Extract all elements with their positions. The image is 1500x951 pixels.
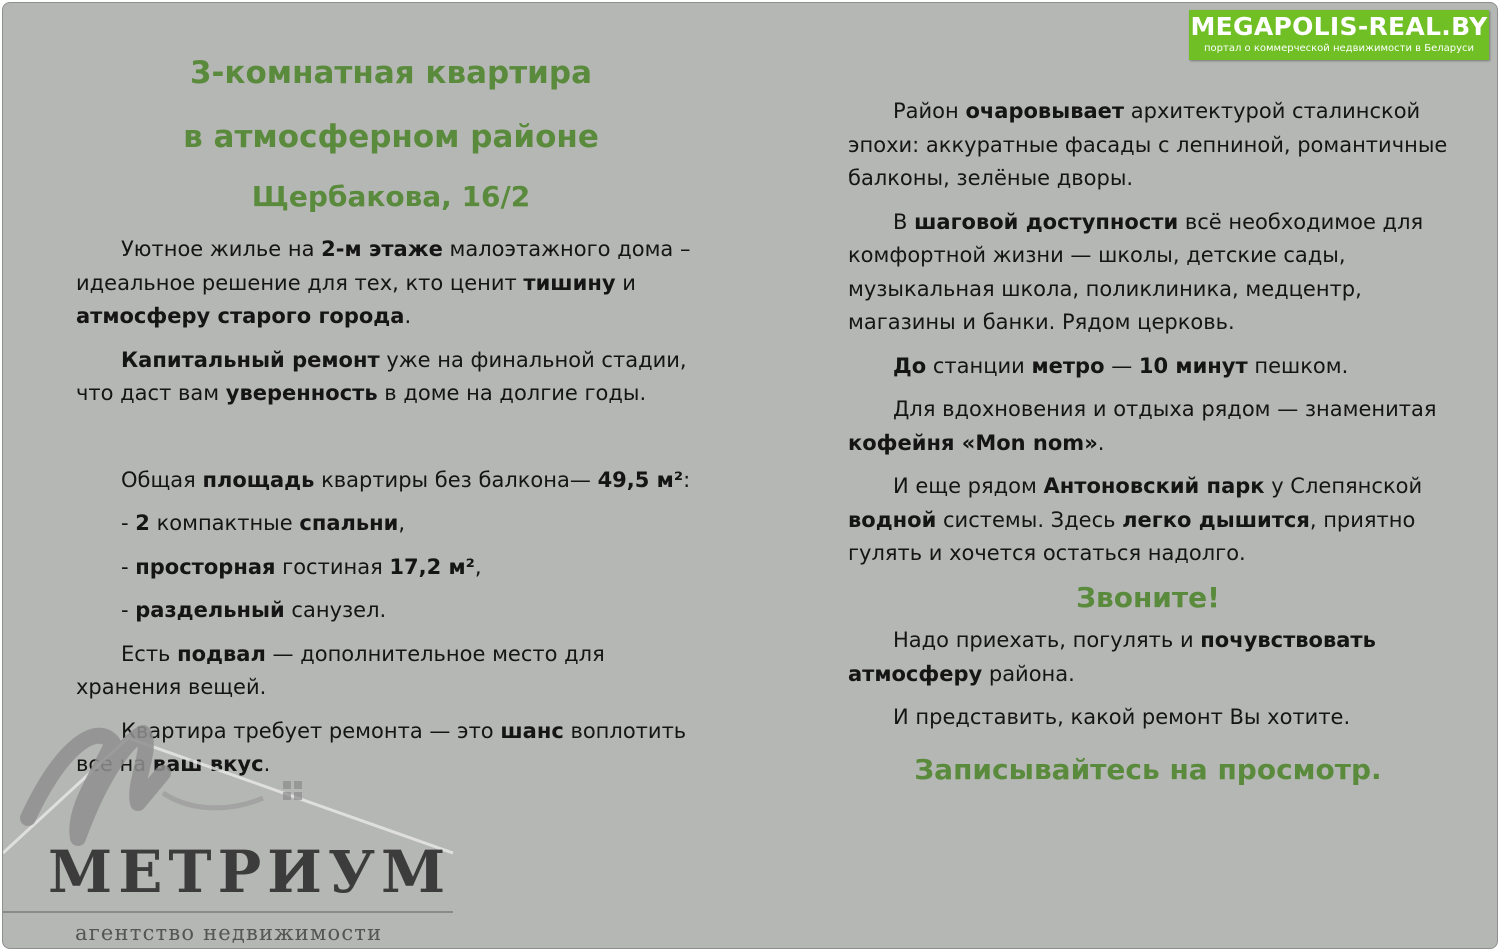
repair-paragraph: Квартира требует ремонта — это шанс воплотить все на ваш вкус.	[76, 718, 687, 776]
site-tagline: портал о коммерческой недвижимости в Беларуси	[1204, 43, 1474, 54]
agency-tagline: агентство недвижимости	[75, 921, 383, 945]
title-line-2: в атмосферном районе	[183, 119, 599, 155]
amenities-paragraph: В шаговой доступности всё необходимое для комфортной жизни — школы, детские сады, музыкальная школа, поликлиника, медцентр, магазины и банки. Рядом церковь.	[848, 209, 1424, 334]
address-heading: Щербакова, 16/2	[251, 180, 531, 213]
visit-paragraph: Надо приехать, погулять и почувствовать атмосферу района.	[848, 628, 1376, 686]
logo-divider	[3, 911, 453, 913]
area-paragraph: Общая площадь квартиры без балкона— 49,5 м²:	[121, 467, 691, 492]
call-heading: Звоните!	[1076, 580, 1220, 614]
renovation-paragraph: Капитальный ремонт уже на финальной стадии, что даст вам уверенность в доме на долгие годы.	[76, 347, 687, 405]
intro-paragraph: Уютное жилье на 2-м этаже малоэтажного дома – идеальное решение для тех, кто ценит тишину и атмосферу старого города.	[76, 237, 691, 328]
list-item-bathroom: - раздельный санузел.	[121, 598, 387, 622]
metro-paragraph: До станции метро — 10 минут пешком.	[893, 353, 1349, 378]
left-column	[76, 233, 696, 782]
agency-name: МЕТРИУМ	[48, 838, 452, 906]
district-paragraph: Район очаровывает архитектурой сталинской эпохи: аккуратные фасады с лепниной, романтичные балконы, зелёные дворы.	[848, 99, 1448, 190]
park-paragraph: И еще рядом Антоновский парк у Слепянской водной системы. Здесь легко дышится, приятно гулять и хочется остаться надолго.	[848, 474, 1423, 565]
imagine-paragraph: И представить, какой ремонт Вы хотите.	[893, 705, 1351, 729]
title-line-1: 3-комнатная квартира	[189, 55, 593, 91]
right-column	[848, 95, 1448, 786]
site-watermark-badge	[1189, 10, 1489, 60]
list-item-bedrooms: - 2 компактные спальни,	[121, 511, 406, 535]
basement-paragraph: Есть подвал — дополнительное место для хранения вещей.	[76, 641, 605, 699]
cafe-paragraph: Для вдохновения и отдыха рядом — знаменитая кофейня «Mon nom».	[848, 397, 1437, 455]
cta-heading: Записывайтесь на просмотр.	[914, 752, 1382, 786]
site-name: MEGAPOLIS-REAL.BY	[1190, 12, 1488, 41]
list-item-living-room: - просторная гостиная 17,2 м²,	[121, 554, 482, 579]
listing-flyer	[2, 2, 1498, 949]
